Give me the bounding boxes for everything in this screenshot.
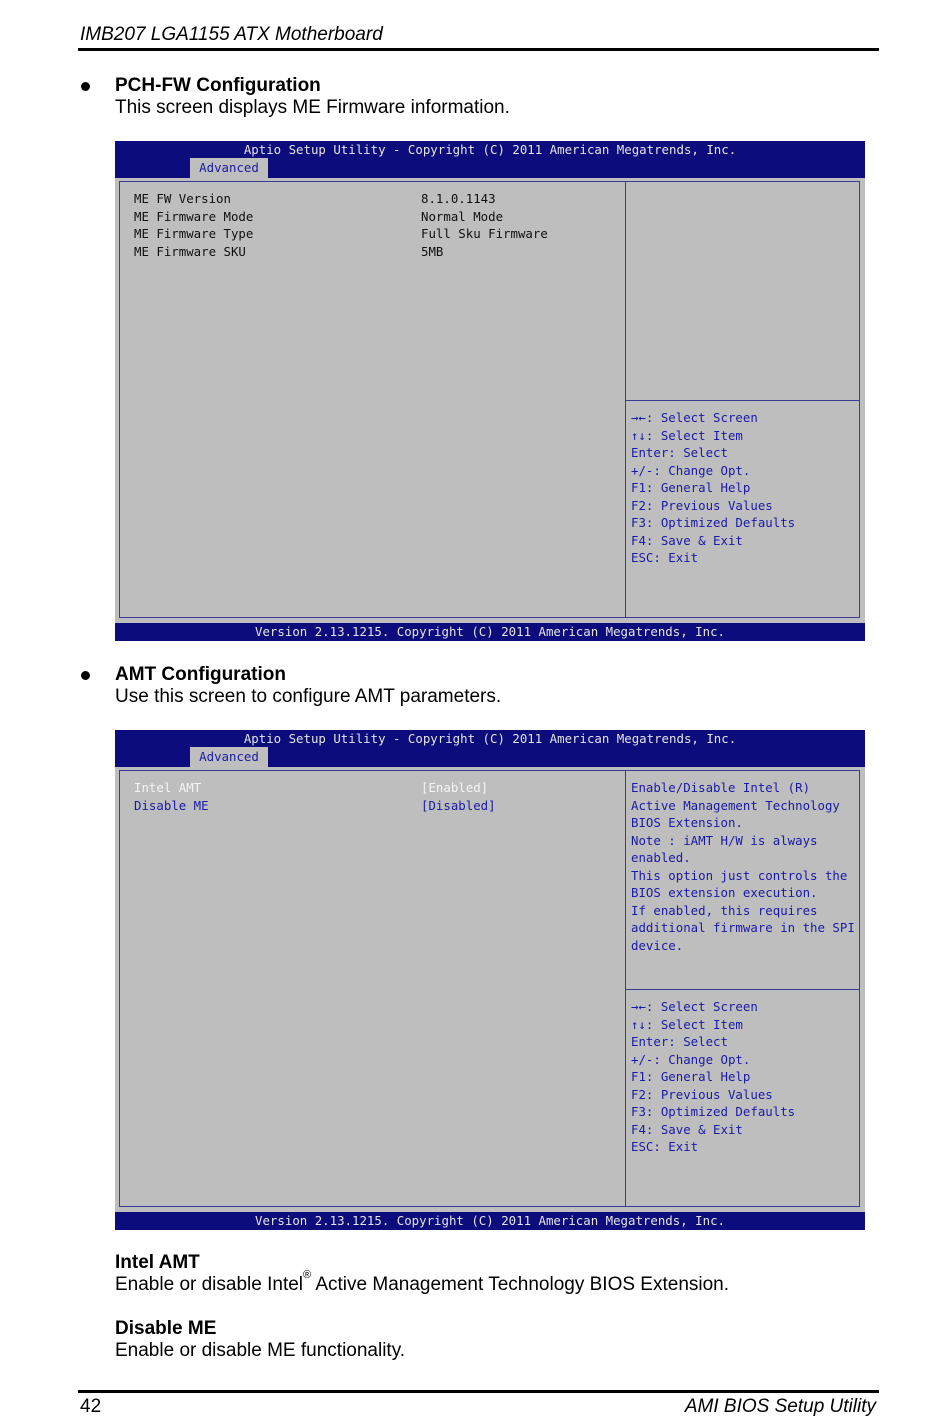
bios-item-me-firmware-mode	[120, 208, 625, 226]
section-description-pch-fw: This screen displays ME Firmware information.	[115, 97, 510, 118]
bios-title-bar	[115, 141, 865, 178]
bios-item-me-firmware-type	[120, 225, 625, 243]
help-text-line: BIOS Extension.	[631, 815, 743, 830]
bios-item-disable-me	[120, 797, 625, 815]
key-hint: F4: Save & Exit	[631, 1121, 743, 1137]
option-heading-disable-me: Disable ME	[115, 1318, 217, 1339]
footer-rule	[78, 1390, 879, 1393]
bios-frame	[119, 181, 860, 618]
registered-mark: ®	[303, 1269, 312, 1281]
key-hint: →←: Select Screen	[631, 410, 758, 425]
bullet-icon	[81, 82, 90, 91]
bios-item-value: [Disabled]	[421, 797, 496, 813]
bios-version-footer: Version 2.13.1215. Copyright (C) 2011 American Megatrends, Inc.	[115, 1212, 865, 1230]
help-text-list	[626, 771, 859, 954]
bullet-icon	[81, 671, 90, 680]
key-hint: +/-: Change Opt.	[631, 1051, 751, 1067]
page-header-title: IMB207 LGA1155 ATX Motherboard	[80, 24, 383, 45]
key-hint: Enter: Select	[631, 445, 728, 460]
key-hint: ↑↓: Select Item	[631, 1016, 743, 1032]
key-hint: F1: General Help	[631, 480, 751, 495]
bios-item-label: ME Firmware Type	[134, 226, 254, 241]
bios-version-footer: Version 2.13.1215. Copyright (C) 2011 American Megatrends, Inc.	[115, 623, 865, 641]
bios-item-label: ME FW Version	[134, 191, 231, 206]
section-description-amt: Use this screen to configure AMT parameters.	[115, 686, 502, 707]
bios-item-label: Intel AMT	[134, 780, 202, 795]
key-hint: F2: Previous Values	[631, 497, 773, 513]
bios-title: Aptio Setup Utility - Copyright (C) 2011 American Megatrends, Inc.	[243, 731, 737, 746]
key-hint: ↑↓: Select Item	[631, 427, 743, 443]
key-hint: F1: General Help	[631, 1069, 751, 1084]
bios-frame	[119, 770, 860, 1207]
bios-item-value: 8.1.0.1143	[421, 191, 496, 206]
help-text-line: This option just controls the	[631, 867, 848, 883]
help-text-line: Note : iAMT H/W is always	[631, 832, 818, 848]
bios-item-list	[120, 182, 625, 260]
bios-screenshot-pch-fw	[115, 141, 865, 641]
bios-item-value: Normal Mode	[421, 208, 504, 224]
page-number: 42	[80, 1396, 102, 1417]
description-text: Active Management Technology BIOS Extension.	[311, 1274, 730, 1295]
tab-advanced: Advanced	[190, 158, 268, 178]
bios-item-intel-amt	[120, 779, 625, 797]
bios-help-panel	[626, 771, 859, 990]
bios-item-list	[120, 771, 625, 814]
bios-keys-panel	[626, 401, 859, 617]
bios-screenshot-amt	[115, 730, 865, 1230]
section-heading-pch-fw: PCH-FW Configuration	[115, 75, 321, 96]
key-hint-list	[626, 990, 859, 1156]
bios-item-value: 5MB	[421, 243, 444, 259]
option-description-intel-amt	[115, 1269, 730, 1296]
bios-keys-panel	[626, 990, 859, 1206]
key-hint: Enter: Select	[631, 1034, 728, 1049]
help-text-line: If enabled, this requires	[631, 902, 818, 918]
help-text-line: Active Management Technology	[631, 797, 840, 813]
header-rule	[78, 48, 879, 51]
help-text-line: device.	[631, 937, 684, 953]
bios-item-value: Full Sku Firmware	[421, 226, 548, 241]
bios-item-me-firmware-sku	[120, 243, 625, 261]
bios-title: Aptio Setup Utility - Copyright (C) 2011 American Megatrends, Inc.	[243, 142, 737, 157]
help-text-line: enabled.	[631, 850, 691, 865]
help-text-line: BIOS extension execution.	[631, 885, 818, 900]
bios-item-panel	[120, 771, 626, 1206]
option-heading-intel-amt: Intel AMT	[115, 1252, 200, 1273]
key-hint: →←: Select Screen	[631, 999, 758, 1014]
key-hint-list	[626, 401, 859, 567]
bios-help-panel	[626, 182, 859, 401]
help-text-line: Enable/Disable Intel (R)	[631, 780, 811, 795]
bios-item-label: Disable ME	[134, 797, 209, 813]
bios-item-label: ME Firmware Mode	[134, 208, 254, 224]
description-text: Enable or disable Intel	[115, 1274, 304, 1295]
page-footer-section: AMI BIOS Setup Utility	[684, 1396, 876, 1417]
option-description-disable-me: Enable or disable ME functionality.	[115, 1340, 406, 1361]
key-hint: F2: Previous Values	[631, 1086, 773, 1102]
bios-item-label: ME Firmware SKU	[134, 243, 246, 259]
section-heading-amt: AMT Configuration	[115, 664, 286, 685]
tab-advanced: Advanced	[190, 747, 268, 767]
bios-item-me-fw-version	[120, 190, 625, 208]
bios-item-value: [Enabled]	[421, 780, 489, 795]
key-hint: F4: Save & Exit	[631, 532, 743, 548]
key-hint: +/-: Change Opt.	[631, 462, 751, 478]
key-hint: F3: Optimized Defaults	[631, 515, 796, 530]
key-hint: F3: Optimized Defaults	[631, 1104, 796, 1119]
key-hint: ESC: Exit	[631, 1139, 699, 1154]
bios-title-bar	[115, 730, 865, 767]
bios-item-panel	[120, 182, 626, 617]
key-hint: ESC: Exit	[631, 550, 699, 565]
help-text-line: additional firmware in the SPI	[631, 920, 855, 935]
